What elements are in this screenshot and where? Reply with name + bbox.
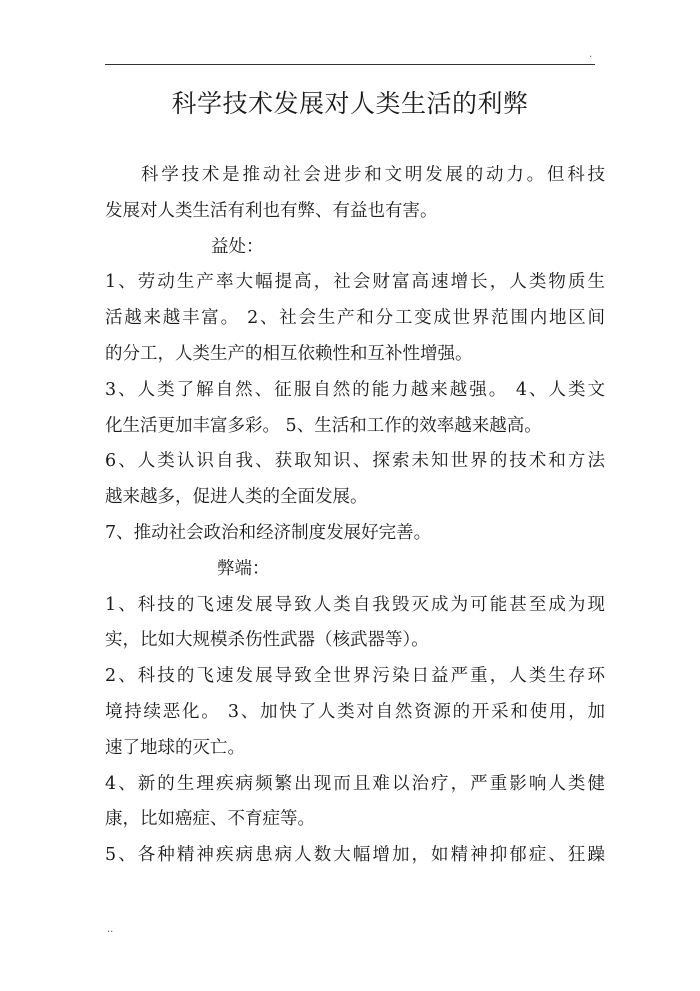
benefit-line: 越来越多，促进人类的全面发展。 — [105, 487, 368, 508]
document-title: 科学技术发展对人类生活的利弊 — [171, 89, 529, 118]
drawback-line: 5、各种精神疾病患病人数大幅增加，如精神抑郁症、狂躁 — [105, 845, 605, 866]
header-rule — [105, 64, 595, 65]
benefit-line: 7、推动社会政治和经济制度发展好完善。 — [105, 522, 432, 543]
document-body — [105, 158, 605, 874]
benefit-line: 6、人类认识自我、获取知识、探索未知世界的技术和方法 — [105, 451, 605, 472]
header-corner-mark: . — [589, 49, 593, 60]
drawback-line: 速了地球的灭亡。 — [105, 737, 245, 758]
drawback-line: 康，比如癌症、不育症等。 — [105, 809, 315, 830]
section-heading-drawbacks: 弊端： — [217, 558, 270, 579]
section-heading-benefits: 益处： — [211, 236, 264, 257]
intro-line-2: 发展对人类生活有利也有弊、有益也有害。 — [105, 200, 438, 221]
footer-corner-mark: .. — [107, 924, 114, 935]
intro-line-1: 科学技术是推动社会进步和文明发展的动力。但科技 — [141, 165, 605, 185]
drawback-line: 2、科技的飞速发展导致全世界污染日益严重，人类生存环 — [105, 666, 605, 687]
drawback-line: 境持续恶化。 3、加快了人类对自然资源的开采和使用，加 — [105, 701, 605, 722]
benefit-line: 化生活更加丰富多彩。 5、生活和工作的效率越来越高。 — [105, 415, 542, 436]
drawback-line: 1、科技的飞速发展导致人类自我毁灭成为可能甚至成为现 — [105, 594, 605, 615]
drawback-line: 4、新的生理疾病频繁出现而且难以治疗，严重影响人类健 — [105, 773, 605, 794]
benefit-line: 活越来越丰富。 2、社会生产和分工变成世界范围内地区间 — [105, 308, 605, 329]
benefit-line: 1、劳动生产率大幅提高，社会财富高速增长，人类物质生 — [105, 272, 605, 293]
benefit-line: 的分工，人类生产的相互依赖性和互补性增强。 — [105, 343, 473, 364]
drawback-line: 实，比如大规模杀伤性武器（核武器等）。 — [105, 630, 429, 651]
benefit-line: 3、人类了解自然、征服自然的能力越来越强。 4、人类文 — [105, 379, 605, 400]
